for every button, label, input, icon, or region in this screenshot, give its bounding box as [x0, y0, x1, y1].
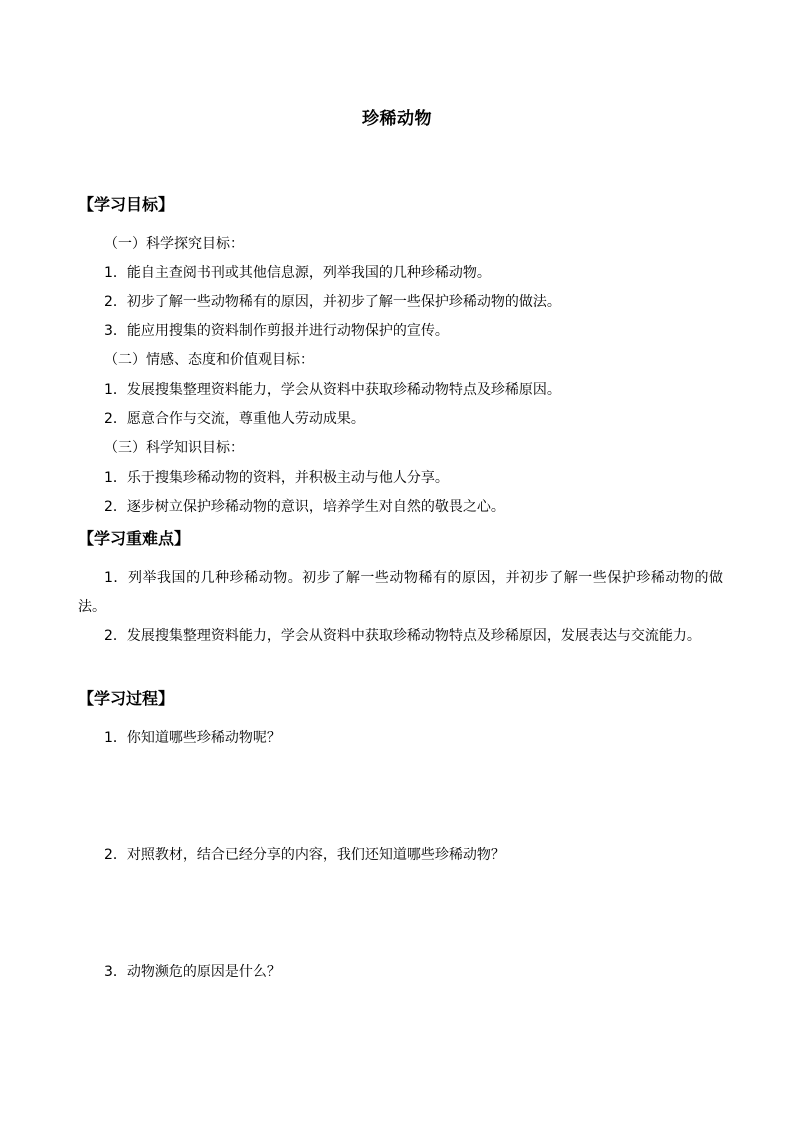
objectives-group3-item: 1．乐于搜集珍稀动物的资料，并积极主动与他人分享。: [104, 470, 449, 486]
objectives-group1-title: （一）科学探究目标：: [104, 236, 244, 252]
process-question: 2．对照教材，结合已经分享的内容，我们还知道哪些珍稀动物？: [104, 847, 505, 863]
key-points-heading: 【学习重难点】: [78, 529, 191, 548]
process-question: 1．你知道哪些珍稀动物呢？: [104, 730, 281, 746]
objectives-group1-item: 2．初步了解一些动物稀有的原因，并初步了解一些保护珍稀动物的做法。: [104, 294, 561, 310]
objectives-heading: 【学习目标】: [78, 195, 175, 214]
key-point-paragraph: 2．发展搜集整理资料能力，学会从资料中获取珍稀动物特点及珍稀原因，发展表达与交流能力。: [104, 628, 701, 644]
objectives-group3-item: 2．逐步树立保护珍稀动物的意识，培养学生对自然的敬畏之心。: [104, 499, 505, 515]
key-point-paragraph: 1．列举我国的几种珍稀动物。初步了解一些动物稀有的原因，并初步了解一些保护珍稀动物的做法。: [78, 570, 723, 615]
process-heading: 【学习过程】: [78, 689, 175, 708]
objectives-group3-title: （三）科学知识目标：: [104, 440, 244, 456]
objectives-group2-item: 1．发展搜集整理资料能力，学会从资料中获取珍稀动物特点及珍稀原因。: [104, 382, 561, 398]
process-question: 3．动物濒危的原因是什么？: [104, 964, 281, 980]
objectives-group2-item: 2．愿意合作与交流，尊重他人劳动成果。: [104, 411, 365, 427]
document-title: 珍稀动物: [362, 109, 432, 129]
objectives-group1-item: 3．能应用搜集的资料制作剪报并进行动物保护的宣传。: [104, 323, 449, 339]
objectives-group2-title: （二）情感、态度和价值观目标：: [104, 352, 314, 368]
objectives-group1-item: 1．能自主查阅书刊或其他信息源，列举我国的几种珍稀动物。: [104, 265, 491, 281]
